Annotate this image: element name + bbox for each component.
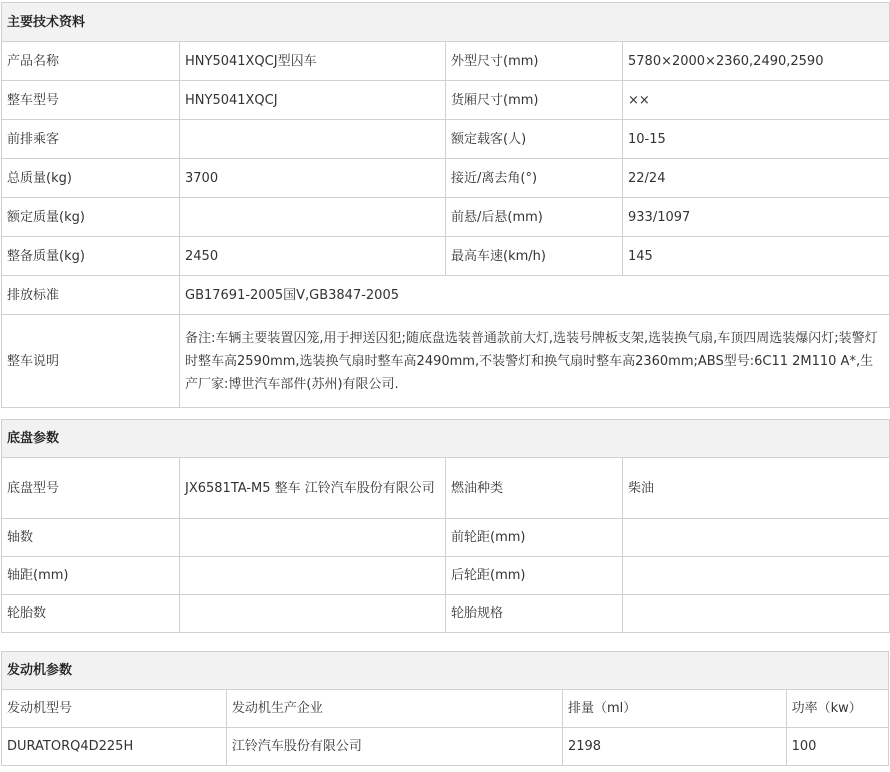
- spec-value: 22/24: [623, 159, 890, 198]
- engine-header-row: [2, 690, 889, 728]
- spec-value: [180, 120, 446, 159]
- spec-value: 3700: [180, 159, 446, 198]
- spec-value: [623, 595, 890, 633]
- spec-value: [623, 519, 890, 557]
- engine-value-cell: 100: [786, 728, 888, 766]
- spec-value: [180, 519, 446, 557]
- spec-label: 前排乘客: [2, 120, 180, 159]
- spec-label: 后轮距(mm): [446, 557, 623, 595]
- chassis-row: [2, 595, 890, 633]
- emission-value: GB17691-2005国Ⅴ,GB3847-2005: [180, 276, 890, 315]
- spec-value: ××: [623, 81, 890, 120]
- spec-label: 接近/离去角(°): [446, 159, 623, 198]
- engine-value-cell: DURATORQ4D225H: [2, 728, 227, 766]
- description-value: 备注:车辆主要装置囚笼,用于押送囚犯;随底盘选装普通款前大灯,选装号牌板支架,选装换气扇,车顶四周选装爆闪灯;装警灯时整车高2590mm,选装换气扇时整车高2490mm,不装警灯和换气扇时整车高2360mm;ABS型号:6C11 2M110 A*,生产厂家:博世汽车部件(苏州)有限公司.: [180, 315, 890, 408]
- emission-row: [2, 276, 890, 315]
- spec-value: JX6581TA-M5 整车 江铃汽车股份有限公司: [180, 458, 446, 519]
- engine-value-row: [2, 728, 889, 766]
- spec-label: 总质量(kg): [2, 159, 180, 198]
- spec-row: [2, 42, 890, 81]
- spec-label: 轴距(mm): [2, 557, 180, 595]
- spec-value: HNY5041XQCJ型囚车: [180, 42, 446, 81]
- spec-row: [2, 198, 890, 237]
- spec-label: 额定质量(kg): [2, 198, 180, 237]
- spec-value: [180, 557, 446, 595]
- spec-label: 燃油种类: [446, 458, 623, 519]
- spec-value: HNY5041XQCJ: [180, 81, 446, 120]
- engine-spec-table: [1, 651, 889, 766]
- spec-value: [180, 198, 446, 237]
- engine-header-cell: 排量（ml）: [562, 690, 786, 728]
- spec-value: 2450: [180, 237, 446, 276]
- engine-value-cell: 江铃汽车股份有限公司: [226, 728, 562, 766]
- spec-row: [2, 237, 890, 276]
- spec-label: 底盘型号: [2, 458, 180, 519]
- section-title-main-spec: 主要技术资料: [2, 3, 890, 42]
- spec-row: [2, 120, 890, 159]
- spec-label: 外型尺寸(mm): [446, 42, 623, 81]
- spec-label: 轴数: [2, 519, 180, 557]
- chassis-row: [2, 519, 890, 557]
- spec-label: 轮胎规格: [446, 595, 623, 633]
- chassis-row: [2, 458, 890, 519]
- description-row: [2, 315, 890, 408]
- spec-label: 额定载客(人): [446, 120, 623, 159]
- section-title-engine: 发动机参数: [2, 652, 889, 690]
- spec-label: 整车型号: [2, 81, 180, 120]
- spec-row: [2, 159, 890, 198]
- engine-header-cell: 发动机生产企业: [226, 690, 562, 728]
- section-title-chassis: 底盘参数: [2, 420, 890, 458]
- main-spec-table: [1, 2, 890, 408]
- spec-label: 货厢尺寸(mm): [446, 81, 623, 120]
- spec-label: 整备质量(kg): [2, 237, 180, 276]
- spec-label: 轮胎数: [2, 595, 180, 633]
- spec-value: 145: [623, 237, 890, 276]
- spec-label: 最高车速(km/h): [446, 237, 623, 276]
- engine-header-cell: 功率（kw）: [786, 690, 888, 728]
- spec-label: 前轮距(mm): [446, 519, 623, 557]
- description-label: 整车说明: [2, 315, 180, 408]
- emission-label: 排放标准: [2, 276, 180, 315]
- spec-value: 柴油: [623, 458, 890, 519]
- spec-value: 5780×2000×2360,2490,2590: [623, 42, 890, 81]
- chassis-row: [2, 557, 890, 595]
- spec-label: 前悬/后悬(mm): [446, 198, 623, 237]
- engine-header-cell: 发动机型号: [2, 690, 227, 728]
- spec-row: [2, 81, 890, 120]
- engine-value-cell: 2198: [562, 728, 786, 766]
- chassis-spec-table: [1, 419, 890, 633]
- spec-value: [623, 557, 890, 595]
- spec-value: 933/1097: [623, 198, 890, 237]
- spec-value: 10-15: [623, 120, 890, 159]
- spec-value: [180, 595, 446, 633]
- spec-label: 产品名称: [2, 42, 180, 81]
